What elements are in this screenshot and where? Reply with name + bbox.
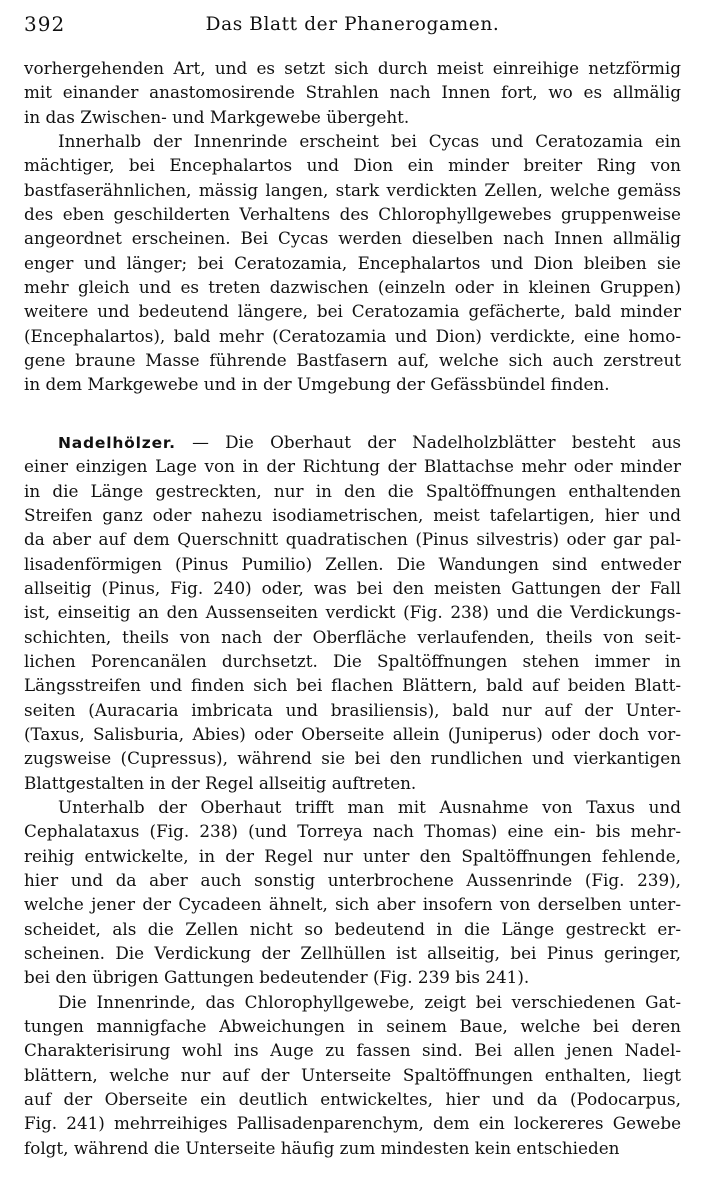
text-line: angeordnet erscheinen. Bei Cycas werden dieselben nach Innen allmälig — [24, 228, 681, 249]
text-line: seiten (Auracaria imbricata und brasiliensis), bald nur auf der Unter- — [24, 699, 681, 720]
line-text: — Die Oberhaut der Nadelholzblätter besteht aus — [175, 431, 681, 452]
text-line: Längsstreifen und finden sich bei flachen Blättern, bald auf beiden Blatt- — [24, 675, 681, 696]
body-text — [24, 56, 681, 1160]
text-line: Fig. 241) mehrreihiges Pallisadenparenchym, dem ein lockereres Gewebe — [24, 1113, 681, 1134]
text-line: folgt, während die Unterseite häufig zum mindesten kein entschieden — [24, 1137, 620, 1158]
text-line: Die Innenrinde, das Chlorophyllgewebe, zeigt bei verschiedenen Gat- — [58, 991, 681, 1012]
text-line: reihig entwickelte, in der Regel nur unter den Spaltöffnungen fehlende, — [24, 845, 681, 866]
text-line: lichen Porencanälen durchsetzt. Die Spaltöffnungen stehen immer in — [24, 650, 681, 671]
text-line: schichten, theils von nach der Oberfläche verlaufenden, theils von seit- — [24, 626, 681, 647]
text-line: allseitig (Pinus, Fig. 240) oder, was bei den meisten Gattungen der Fall — [24, 577, 681, 598]
text-line: in dem Markgewebe und in der Umgebung der Gefässbündel finden. — [24, 374, 610, 395]
paragraph — [24, 56, 681, 129]
text-line: des eben geschilderten Verhaltens des Chlorophyllgewebes gruppenweise — [24, 204, 681, 225]
text-line: scheidet, als die Zellen nicht so bedeutend in die Länge gestreckt er- — [24, 918, 681, 939]
text-line: zugsweise (Cupressus), während sie bei den rundlichen und vierkantigen — [24, 748, 681, 769]
text-line: ist, einseitig an den Aussenseiten verdickt (Fig. 238) und die Verdickungs- — [24, 602, 681, 623]
text-line: mehr gleich und es treten dazwischen (einzeln oder in kleinen Gruppen) — [24, 277, 681, 298]
page-header — [24, 6, 681, 56]
text-line: welche jener der Cycadeen ähnelt, sich aber insofern von derselben unter- — [24, 894, 681, 915]
text-line — [24, 430, 681, 454]
text-line: gene braune Masse führende Bastfasern auf, welche sich auch zerstreut — [24, 350, 681, 371]
text-line: blättern, welche nur auf der Unterseite Spaltöffnungen enthalten, liegt — [24, 1064, 681, 1085]
paragraph — [24, 795, 681, 990]
text-line: Streifen ganz oder nahezu isodiametrischen, meist tafelartigen, hier und — [24, 504, 681, 525]
text-line: vorhergehenden Art, und es setzt sich durch meist einreihige netzförmig — [24, 58, 681, 78]
paragraph — [24, 990, 681, 1160]
text-line: Unterhalb der Oberhaut trifft man mit Ausnahme von Taxus und — [58, 796, 681, 817]
section-gap — [24, 397, 681, 430]
page-number: 392 — [24, 12, 66, 36]
text-line: (Encephalartos), bald mehr (Ceratozamia und Dion) verdickte, eine homo- — [24, 325, 681, 346]
text-line: mächtiger, bei Encephalartos und Dion ein minder breiter Ring von — [24, 155, 681, 176]
text-line: bei den übrigen Gattungen bedeutender (Fig. 239 bis 241). — [24, 967, 530, 988]
text-line: Innerhalb der Innenrinde erscheint bei Cycas und Ceratozamia ein — [58, 131, 681, 152]
paragraph — [24, 129, 681, 397]
text-line: in die Länge gestreckten, nur in den die Spaltöffnungen enthaltenden — [24, 480, 681, 501]
text-line: weitere und bedeutend längere, bei Ceratozamia gefächerte, bald minder — [24, 301, 681, 322]
section-heading: Nadelhölzer. — [58, 433, 176, 452]
text-line: (Taxus, Salisburia, Abies) oder Oberseite allein (Juniperus) oder doch vor- — [24, 723, 681, 744]
text-line: hier und da aber auch sonstig unterbrochene Aussenrinde (Fig. 239), — [24, 870, 681, 890]
text-line: einer einzigen Lage von in der Richtung der Blattachse mehr oder minder — [24, 456, 681, 477]
running-title: Das Blatt der Phanerogamen. — [205, 14, 500, 35]
paragraph — [24, 430, 681, 795]
text-line: Blattgestalten in der Regel allseitig auftreten. — [24, 772, 417, 793]
text-line: mit einander anastomosirende Strahlen nach Innen fort, wo es allmälig — [24, 82, 681, 103]
text-line: in das Zwischen- und Markgewebe übergeht. — [24, 106, 410, 127]
text-line: Cephalataxus (Fig. 238) (und Torreya nach Thomas) eine ein- bis mehr- — [24, 821, 681, 842]
text-line: tungen mannigfache Abweichungen in seinem Baue, welche bei deren — [24, 1016, 681, 1037]
text-line: da aber auf dem Querschnitt quadratischen (Pinus silvestris) oder gar pal- — [24, 529, 681, 550]
text-line: auf der Oberseite ein deutlich entwickeltes, hier und da (Podocarpus, — [24, 1089, 681, 1110]
text-line: Charakterisirung wohl ins Auge zu fassen sind. Bei allen jenen Nadel- — [24, 1040, 681, 1061]
text-line: bastfaserähnlichen, mässig langen, stark verdickten Zellen, welche gemäss — [24, 179, 681, 200]
text-line: enger und länger; bei Ceratozamia, Encephalartos und Dion bleiben sie — [24, 252, 681, 273]
text-line: lisadenförmigen (Pinus Pumilio) Zellen. Die Wandungen sind entweder — [24, 553, 681, 574]
text-line: scheinen. Die Verdickung der Zellhüllen ist allseitig, bei Pinus geringer, — [24, 943, 681, 964]
